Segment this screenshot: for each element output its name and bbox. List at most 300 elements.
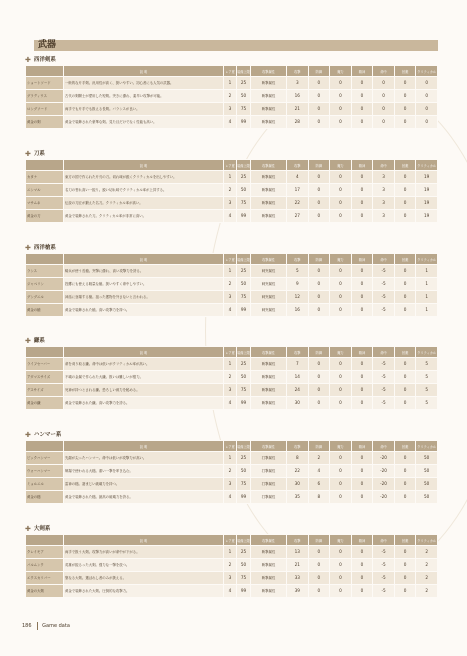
stat-value: 1: [416, 291, 438, 304]
equip-limit: 75: [237, 478, 251, 491]
weapon-description: 聖なる大剣。選ばれし者のみが扱える。: [64, 572, 224, 585]
stat-value: 0: [373, 90, 395, 103]
column-header: 回避: [394, 66, 416, 77]
rarity: 1: [224, 452, 237, 465]
stat-value: 30: [287, 478, 309, 491]
attack-attribute: 斬撃属性: [251, 559, 287, 572]
stat-value: 0: [308, 572, 330, 585]
stat-value: 0: [373, 116, 395, 129]
header-name: [26, 347, 64, 358]
attack-attribute: 斬撃属性: [251, 116, 287, 129]
cross-icon: ✚: [25, 431, 31, 439]
cross-icon: ✚: [25, 150, 31, 158]
equip-limit: 50: [237, 278, 251, 291]
column-header: 魔力: [330, 441, 352, 452]
stat-value: 3: [373, 210, 395, 223]
weapon-description: 投擲にも使える軽量な槍。扱いやすく命中しやすい。: [64, 278, 224, 291]
weapon-description: 伝説の刀匠が鍛えた名刀。クリティカル率が高い。: [64, 197, 224, 210]
stat-value: 0: [351, 491, 373, 504]
attack-attribute: 斬撃属性: [251, 572, 287, 585]
stat-value: 0: [394, 559, 416, 572]
stat-value: 0: [351, 103, 373, 116]
stat-value: 0: [394, 171, 416, 184]
table-row: [26, 210, 438, 223]
stat-value: -5: [373, 397, 395, 410]
weapon-description: 不壊の金属で作られた大鎌。扱いは難しいが強力。: [64, 371, 224, 384]
footer-divider: [37, 622, 38, 630]
stat-value: 0: [330, 559, 352, 572]
attack-attribute: 斬撃属性: [251, 585, 287, 598]
header-name: [26, 160, 64, 171]
weapon-description: 英雄が振るった大剣。強力な一撃を放つ。: [64, 559, 224, 572]
weapon-description: 名刀の誉れ高い一振り。鋭い切れ味でクリティカル率が上昇する。: [64, 184, 224, 197]
column-header: 防御: [308, 160, 330, 171]
table-header-row: [26, 254, 438, 265]
column-header: 命中: [373, 347, 395, 358]
weapon-name: 黄金の剣: [26, 116, 64, 129]
stat-value: 3: [373, 171, 395, 184]
stat-value: 0: [351, 371, 373, 384]
stat-value: 0: [308, 210, 330, 223]
attack-attribute: 斬撃属性: [251, 103, 287, 116]
page-number: 186: [22, 623, 32, 629]
equip-limit: 75: [237, 103, 251, 116]
column-header: 装備上限: [237, 347, 251, 358]
column-header: 攻撃属性: [251, 441, 287, 452]
column-header: 魔力: [330, 160, 352, 171]
stat-value: 0: [330, 572, 352, 585]
table-row: [26, 384, 438, 397]
weapon-section: [25, 431, 438, 504]
table-row: [26, 546, 438, 559]
table-header-row: [26, 535, 438, 546]
stat-value: 27: [287, 210, 309, 223]
section-title: 西洋槍系: [33, 245, 56, 251]
weapon-name: 黄金の槌: [26, 491, 64, 504]
equip-limit: 75: [237, 291, 251, 304]
weapon-table: [25, 534, 438, 598]
table-row: [26, 184, 438, 197]
stat-value: 0: [351, 397, 373, 410]
stat-value: 0: [351, 384, 373, 397]
stat-value: 24: [287, 384, 309, 397]
table-row: [26, 491, 438, 504]
stat-value: 0: [351, 291, 373, 304]
rarity: 3: [224, 103, 237, 116]
stat-value: 0: [351, 90, 373, 103]
attack-attribute: 打撃属性: [251, 452, 287, 465]
stat-value: 2: [416, 585, 438, 598]
weapon-name: 黄金の刀: [26, 210, 64, 223]
stat-value: 0: [416, 103, 438, 116]
stat-value: 0: [308, 116, 330, 129]
stat-value: 0: [351, 465, 373, 478]
stat-value: 0: [330, 90, 352, 103]
weapon-description: 雷神の槌。凄まじい破壊力を持つ。: [64, 478, 224, 491]
column-header: 精神: [351, 535, 373, 546]
section-title: ハンマー系: [33, 432, 62, 438]
stat-value: 0: [308, 291, 330, 304]
table-row: [26, 452, 438, 465]
column-header: 命中: [373, 254, 395, 265]
stat-value: 0: [394, 452, 416, 465]
stat-value: 0: [394, 384, 416, 397]
equip-limit: 75: [237, 197, 251, 210]
weapon-name: ウォーハンマー: [26, 465, 64, 478]
column-header: 防御: [308, 441, 330, 452]
stat-value: 0: [373, 77, 395, 90]
column-header: 回避: [394, 441, 416, 452]
stat-value: 7: [287, 358, 309, 371]
stat-value: 0: [351, 304, 373, 317]
section-heading: [25, 150, 438, 159]
stat-value: -20: [373, 465, 395, 478]
stat-value: 13: [287, 546, 309, 559]
attack-attribute: 刺突属性: [251, 278, 287, 291]
stat-value: 30: [287, 397, 309, 410]
column-header: クリティカル: [416, 160, 438, 171]
weapon-section: [25, 56, 438, 129]
page-footer: [22, 622, 70, 630]
stat-value: 33: [287, 572, 309, 585]
column-header: 命中: [373, 441, 395, 452]
stat-value: 0: [351, 278, 373, 291]
weapon-description: 黄金で装飾された刀。クリティカル率が非常に高い。: [64, 210, 224, 223]
equip-limit: 99: [237, 585, 251, 598]
stat-value: 50: [416, 491, 438, 504]
weapon-name: ショートソード: [26, 77, 64, 90]
stat-value: 0: [351, 116, 373, 129]
column-header: 魔力: [330, 535, 352, 546]
attack-attribute: 斬撃属性: [251, 171, 287, 184]
stat-value: 2: [416, 559, 438, 572]
stat-value: 22: [287, 197, 309, 210]
weapon-name: グラディウス: [26, 90, 64, 103]
stat-value: 2: [308, 452, 330, 465]
column-header: 攻撃属性: [251, 347, 287, 358]
column-header: 防御: [308, 347, 330, 358]
rarity: 4: [224, 304, 237, 317]
attack-attribute: 斬撃属性: [251, 77, 287, 90]
stat-value: 0: [394, 265, 416, 278]
weapon-name: グングニル: [26, 291, 64, 304]
column-header: 防御: [308, 535, 330, 546]
weapon-table: [25, 346, 438, 410]
stat-value: 21: [287, 103, 309, 116]
table-header-row: [26, 347, 438, 358]
weapon-description: 黄金で装飾された豪華な剣。見た目だけでなく性能も高い。: [64, 116, 224, 129]
stat-value: 1: [416, 304, 438, 317]
weapon-name: ジャベリン: [26, 278, 64, 291]
stat-value: 6: [308, 478, 330, 491]
weapon-description: 東方の国で作られた片刃の刀。切れ味が鋭くクリティカルを出しやすい。: [64, 171, 224, 184]
stat-value: 0: [330, 103, 352, 116]
weapon-section: [25, 337, 438, 410]
attack-attribute: 斬撃属性: [251, 358, 287, 371]
stat-value: 39: [287, 585, 309, 598]
equip-limit: 25: [237, 77, 251, 90]
cross-icon: ✚: [25, 56, 31, 64]
stat-value: 22: [287, 465, 309, 478]
stat-value: 0: [394, 116, 416, 129]
weapon-section: [25, 525, 438, 598]
cross-icon: ✚: [25, 525, 31, 533]
stat-value: 0: [308, 371, 330, 384]
stat-value: 0: [330, 278, 352, 291]
attack-attribute: 斬撃属性: [251, 197, 287, 210]
column-header: 命中: [373, 535, 395, 546]
footer-label: Game data: [42, 623, 70, 629]
column-header: 攻撃: [287, 254, 309, 265]
column-header: 命中: [373, 160, 395, 171]
rarity: 2: [224, 278, 237, 291]
stat-value: -5: [373, 572, 395, 585]
stat-value: 8: [308, 491, 330, 504]
column-header: 魔力: [330, 347, 352, 358]
table-header-row: [26, 66, 438, 77]
equip-limit: 99: [237, 116, 251, 129]
stat-value: 16: [287, 304, 309, 317]
stat-value: 0: [351, 572, 373, 585]
stat-value: -5: [373, 384, 395, 397]
table-row: [26, 77, 438, 90]
stat-value: 0: [308, 103, 330, 116]
stat-value: 0: [330, 585, 352, 598]
stat-value: 0: [308, 397, 330, 410]
column-header: 回避: [394, 347, 416, 358]
rarity: 3: [224, 478, 237, 491]
weapon-table: [25, 253, 438, 317]
weapon-name: クレイモア: [26, 546, 64, 559]
column-header: 攻撃: [287, 347, 309, 358]
stat-value: 3: [373, 184, 395, 197]
rarity: 2: [224, 90, 237, 103]
stat-value: 0: [330, 371, 352, 384]
stat-value: 19: [416, 171, 438, 184]
stat-value: 0: [308, 304, 330, 317]
header-name: [26, 254, 64, 265]
attack-attribute: 斬撃属性: [251, 546, 287, 559]
stat-value: 0: [330, 210, 352, 223]
equip-limit: 99: [237, 210, 251, 223]
stat-value: 0: [308, 171, 330, 184]
stat-value: 0: [394, 491, 416, 504]
equip-limit: 50: [237, 184, 251, 197]
stat-value: -5: [373, 371, 395, 384]
stat-value: 19: [416, 210, 438, 223]
stat-value: 4: [287, 171, 309, 184]
stat-value: -5: [373, 304, 395, 317]
header-name: [26, 441, 64, 452]
stat-value: 0: [330, 478, 352, 491]
weapon-description: 両手で扱う大剣。攻撃力が高いが命中が下がる。: [64, 546, 224, 559]
rarity: 2: [224, 184, 237, 197]
stat-value: -20: [373, 491, 395, 504]
stat-value: 5: [416, 371, 438, 384]
weapon-description: 黄金で装飾された鎌。高い攻撃力を誇る。: [64, 397, 224, 410]
stat-value: 0: [394, 210, 416, 223]
rarity: 2: [224, 559, 237, 572]
section-heading: [25, 56, 438, 65]
weapon-description: 両手でも片手でも扱える長剣。バランスが良い。: [64, 103, 224, 116]
column-header: 説 明: [64, 254, 224, 265]
stat-value: 19: [416, 184, 438, 197]
column-header: クリティカル: [416, 254, 438, 265]
rarity: 3: [224, 197, 237, 210]
stat-value: -5: [373, 358, 395, 371]
table-row: [26, 478, 438, 491]
rarity: 1: [224, 77, 237, 90]
rarity: 1: [224, 265, 237, 278]
stat-value: 8: [287, 452, 309, 465]
stat-value: 0: [330, 171, 352, 184]
header-name: [26, 535, 64, 546]
stat-value: 0: [351, 452, 373, 465]
weapon-name: 黄金の槍: [26, 304, 64, 317]
stat-value: 50: [416, 478, 438, 491]
column-header: 攻撃: [287, 160, 309, 171]
stat-value: -5: [373, 559, 395, 572]
rarity: 3: [224, 572, 237, 585]
stat-value: 0: [308, 90, 330, 103]
column-header: 精神: [351, 66, 373, 77]
weapon-table: [25, 65, 438, 129]
stat-value: 0: [308, 265, 330, 278]
stat-value: 0: [330, 116, 352, 129]
weapon-description: 死神が持つとされる鎌。恐ろしい威力を秘める。: [64, 384, 224, 397]
weapon-description: 戦場で使われる大槌。重い一撃を叩き込む。: [64, 465, 224, 478]
section-heading: [25, 431, 438, 440]
stat-value: 0: [351, 358, 373, 371]
weapon-description: 黄金で装飾された槌。最高の破壊力を誇る。: [64, 491, 224, 504]
column-header: 説 明: [64, 347, 224, 358]
stat-value: 0: [330, 465, 352, 478]
stat-value: 0: [394, 304, 416, 317]
attack-attribute: 斬撃属性: [251, 384, 287, 397]
column-header: クリティカル: [416, 441, 438, 452]
column-header: レア度: [224, 347, 237, 358]
stat-value: 0: [394, 77, 416, 90]
attack-attribute: 打撃属性: [251, 465, 287, 478]
weapon-name: ライフセーバー: [26, 358, 64, 371]
stat-value: 5: [416, 384, 438, 397]
attack-attribute: 刺突属性: [251, 265, 287, 278]
stat-value: 0: [416, 90, 438, 103]
equip-limit: 99: [237, 397, 251, 410]
stat-value: 0: [394, 572, 416, 585]
stat-value: 2: [416, 572, 438, 585]
stat-value: 0: [394, 197, 416, 210]
weapon-description: 命を刈り取る鎌。命中は低いがクリティカル率が高い。: [64, 358, 224, 371]
table-row: [26, 559, 438, 572]
stat-value: -5: [373, 585, 395, 598]
stat-value: 0: [394, 397, 416, 410]
column-header: 装備上限: [237, 254, 251, 265]
rarity: 4: [224, 585, 237, 598]
weapon-name: デスサイズ: [26, 384, 64, 397]
column-header: 回避: [394, 535, 416, 546]
table-row: [26, 397, 438, 410]
stat-value: 0: [351, 197, 373, 210]
weapon-description: 神話に登場する槍。狙った獲物を外さないと言われる。: [64, 291, 224, 304]
column-header: 精神: [351, 441, 373, 452]
table-header-row: [26, 160, 438, 171]
stat-value: 3: [287, 77, 309, 90]
stat-value: 0: [330, 291, 352, 304]
stat-value: 0: [394, 371, 416, 384]
stat-value: 0: [308, 184, 330, 197]
weapon-name: ニンマル: [26, 184, 64, 197]
stat-value: 0: [330, 184, 352, 197]
table-row: [26, 572, 438, 585]
equip-limit: 25: [237, 265, 251, 278]
table-row: [26, 358, 438, 371]
stat-value: 50: [416, 465, 438, 478]
table-row: [26, 171, 438, 184]
stat-value: 0: [351, 585, 373, 598]
column-header: 回避: [394, 160, 416, 171]
column-header: レア度: [224, 441, 237, 452]
stat-value: 0: [308, 546, 330, 559]
table-row: [26, 585, 438, 598]
stat-value: 14: [287, 371, 309, 384]
equip-limit: 50: [237, 465, 251, 478]
stat-value: -5: [373, 278, 395, 291]
equip-limit: 99: [237, 304, 251, 317]
column-header: 精神: [351, 160, 373, 171]
weapon-description: 先端が尖ったハンマー。命中は低いが攻撃力が高い。: [64, 452, 224, 465]
stat-value: 0: [351, 171, 373, 184]
stat-value: 0: [394, 184, 416, 197]
stat-value: 16: [287, 90, 309, 103]
stat-value: 21: [287, 559, 309, 572]
stat-value: 0: [330, 546, 352, 559]
column-header: 攻撃属性: [251, 254, 287, 265]
stat-value: 0: [308, 278, 330, 291]
column-header: 説 明: [64, 160, 224, 171]
equip-limit: 99: [237, 491, 251, 504]
stat-value: 0: [351, 478, 373, 491]
table-row: [26, 103, 438, 116]
stat-value: 0: [394, 90, 416, 103]
stat-value: 1: [416, 278, 438, 291]
attack-attribute: 打撃属性: [251, 491, 287, 504]
stat-value: 0: [330, 77, 352, 90]
equip-limit: 25: [237, 358, 251, 371]
table-row: [26, 291, 438, 304]
stat-value: 0: [394, 465, 416, 478]
column-header: 装備上限: [237, 160, 251, 171]
stat-value: 0: [394, 291, 416, 304]
column-header: 攻撃属性: [251, 160, 287, 171]
column-header: 命中: [373, 66, 395, 77]
section-heading: [25, 244, 438, 253]
stat-value: 3: [373, 197, 395, 210]
rarity: 1: [224, 171, 237, 184]
column-header: 説 明: [64, 441, 224, 452]
stat-value: 0: [330, 397, 352, 410]
rarity: 2: [224, 371, 237, 384]
section-title: 刀系: [33, 151, 45, 157]
column-header: 回避: [394, 254, 416, 265]
rarity: 3: [224, 384, 237, 397]
stat-value: 0: [416, 116, 438, 129]
section-heading: [25, 525, 438, 534]
weapon-name: カタナ: [26, 171, 64, 184]
column-header: 魔力: [330, 66, 352, 77]
column-header: クリティカル: [416, 535, 438, 546]
stat-value: 0: [394, 478, 416, 491]
